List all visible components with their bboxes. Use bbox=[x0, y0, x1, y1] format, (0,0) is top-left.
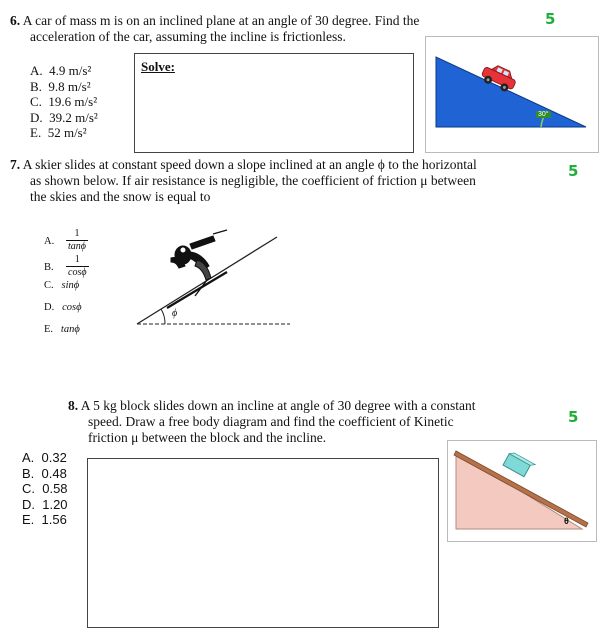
q6-option-a[interactable]: A. 4.9 m/s² bbox=[30, 63, 92, 78]
q7-score-mark: 5 bbox=[568, 162, 579, 180]
incline-triangle bbox=[436, 57, 586, 127]
q8-line3: friction μ between the block and the incline. bbox=[88, 430, 327, 445]
q7-text bbox=[10, 157, 550, 205]
q6-option-e[interactable]: E. 52 m/s² bbox=[30, 125, 87, 140]
q8-option-d[interactable]: D. 1.20 bbox=[22, 496, 68, 512]
q7-number: 7. bbox=[10, 157, 21, 172]
q6-line1: A car of mass m is on an inclined plane at an angle of 30 degree. Find the bbox=[22, 13, 420, 28]
q7-line1: A skier slides at constant speed down a slope inclined at an angle ϕ to the horizontal bbox=[22, 157, 477, 172]
q6-option-d[interactable]: D. 39.2 m/s² bbox=[30, 109, 98, 125]
q8-line1: A 5 kg block slides down an incline at angle of 30 degree with a constant bbox=[80, 398, 476, 413]
q7-angle-label: ϕ bbox=[172, 308, 178, 319]
q7-option-a[interactable]: A. $\frac{1}{\tan\phi}$ bbox=[44, 228, 86, 252]
q7-options bbox=[44, 228, 124, 346]
q8-figure bbox=[447, 440, 597, 542]
q7-option-c[interactable]: C. sinϕ bbox=[44, 280, 80, 291]
skier-icon bbox=[167, 230, 227, 308]
q7-line2: as shown below. If air resistance is negligible, the coefficient of friction μ between bbox=[30, 173, 476, 188]
q6-incline-diagram bbox=[426, 37, 598, 152]
q8-line2: speed. Draw a free body diagram and find the coefficient of Kinetic bbox=[88, 414, 454, 429]
q8-options bbox=[22, 450, 68, 528]
q8-option-b[interactable]: B. 0.48 bbox=[22, 465, 67, 481]
q8-number: 8. bbox=[68, 398, 79, 413]
q7-line3: the skies and the snow is equal to bbox=[30, 189, 211, 204]
q7-skier-diagram bbox=[135, 222, 295, 334]
q7-option-e[interactable]: E. tanϕ bbox=[44, 324, 80, 335]
q8-option-a[interactable]: A. 0.32 bbox=[22, 450, 67, 465]
q6-score-mark: 5 bbox=[545, 10, 556, 28]
q7-figure bbox=[135, 222, 295, 334]
q6-solve-label: Solve: bbox=[141, 59, 175, 74]
q8-angle-label: θ bbox=[564, 516, 569, 526]
q6-option-b[interactable]: B. 9.8 m/s² bbox=[30, 78, 91, 94]
q6-number: 6. bbox=[10, 13, 21, 28]
q6-figure bbox=[425, 36, 599, 153]
block-icon bbox=[503, 451, 535, 479]
q8-answer-box[interactable] bbox=[87, 458, 439, 628]
q6-options bbox=[30, 63, 98, 141]
q8-option-c[interactable]: C. 0.58 bbox=[22, 481, 68, 496]
q6-option-c[interactable]: C. 19.6 m/s² bbox=[30, 94, 98, 109]
q6-angle-label: 30° bbox=[538, 111, 549, 118]
angle-arc bbox=[161, 309, 165, 324]
q6-solve-box[interactable] bbox=[134, 53, 414, 153]
q8-score-mark: 5 bbox=[568, 408, 579, 426]
q6-line2: acceleration of the car, assuming the incline is frictionless. bbox=[30, 29, 346, 44]
q6-text bbox=[10, 13, 480, 45]
q7-option-d[interactable]: D. cosϕ bbox=[44, 302, 82, 313]
q8-incline-diagram bbox=[448, 441, 596, 541]
q8-option-e[interactable]: E. 1.56 bbox=[22, 512, 67, 527]
q7-option-b[interactable]: B. $\frac{1}{\cos\phi}$ bbox=[44, 254, 87, 278]
q8-text bbox=[68, 398, 538, 446]
